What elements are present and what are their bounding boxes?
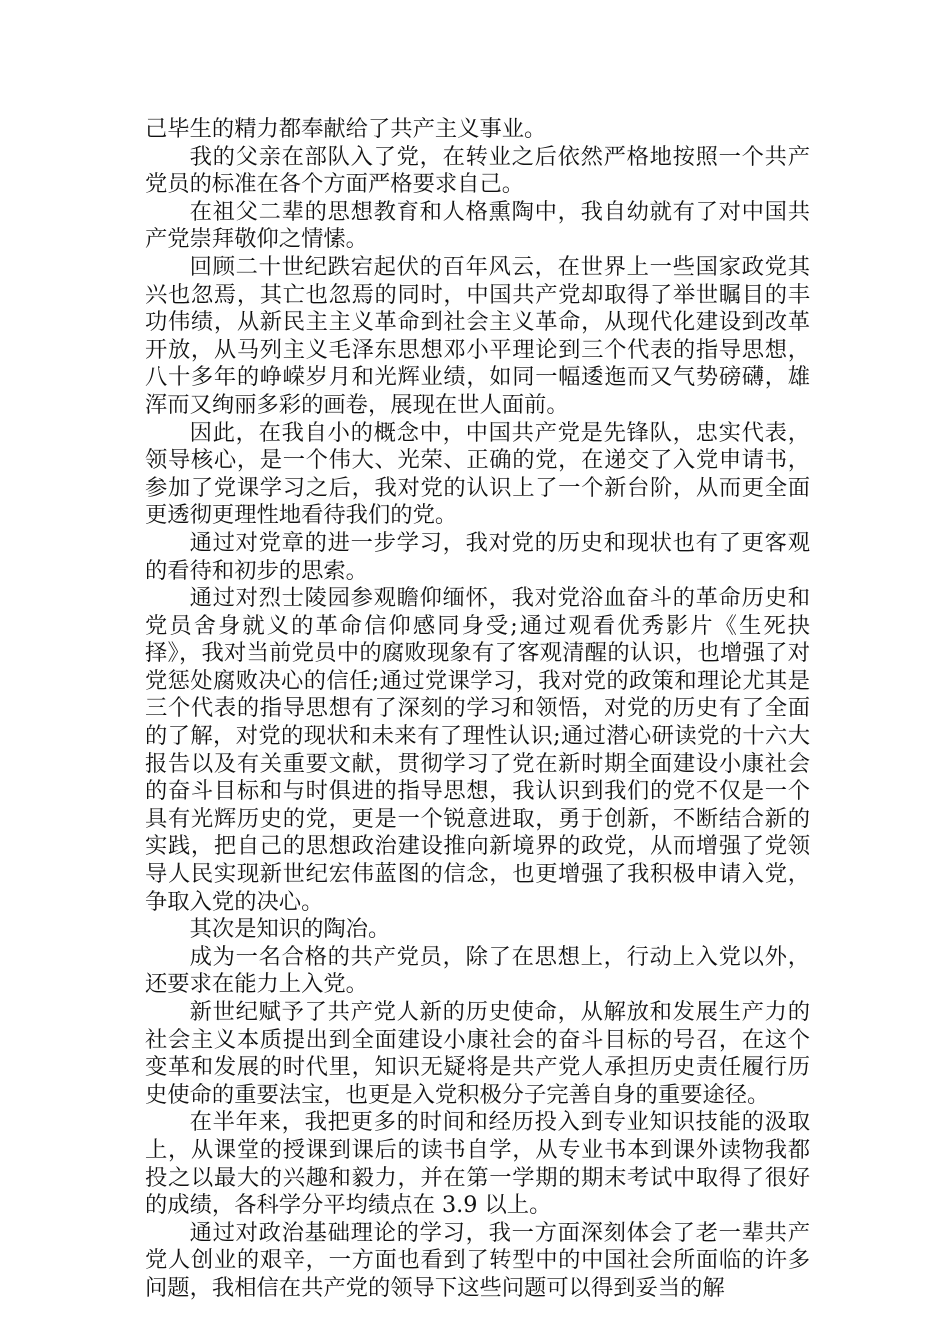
paragraph-5: 因此，在我自小的概念中，中国共产党是先锋队，忠实代表，领导核心，是一个伟大、光荣、正确的党，在递交了入党申请书，参加了党课学习之后，我对党的认识上了一个新台阶，从而更全面更透彻更理性地看待我们的党。 xyxy=(145,419,810,529)
paragraph-2: 我的父亲在部队入了党，在转业之后依然严格地按照一个共产党员的标准在各个方面严格要求自己。 xyxy=(145,143,810,198)
paragraph-12: 通过对政治基础理论的学习，我一方面深刻体会了老一辈共产党人创业的艰辛，一方面也看到了转型中的中国社会所面临的许多问题，我相信在共产党的领导下这些问题可以得到妥当的解 xyxy=(145,1219,810,1301)
paragraph-10: 新世纪赋予了共产党人新的历史使命，从解放和发展生产力的社会主义本质提出到全面建设小康社会的奋斗目标的号召，在这个变革和发展的时代里，知识无疑将是共产党人承担历史责任履行历史使命的重要法宝，也更是入党积极分子完善自身的重要途径。 xyxy=(145,999,810,1108)
paragraph-8: 其次是知识的陶冶。 xyxy=(189,916,391,943)
paragraph-4: 回顾二十世纪跌宕起伏的百年风云，在世界上一些国家政党其兴也忽焉，其亡也忽焉的同时，中国共产党却取得了举世瞩目的丰功伟绩，从新民主主义革命到社会主义革命，从现代化建设到改革开放，从马列主义毛泽东思想邓小平理论到三个代表的指导思想，八十多年的峥嵘岁月和光辉业绩，如同一幅逶迤而又气势磅礴，雄浑而又绚丽多彩的画卷，展现在世人面前。 xyxy=(145,253,810,418)
paragraph-7: 通过对烈士陵园参观瞻仰缅怀，我对党浴血奋斗的革命历史和党员舍身就义的革命信仰感同身受;通过观看优秀影片《生死抉择》，我对当前党员中的腐败现象有了客观清醒的认识，也增强了对党惩处腐败决心的信任;通过党课学习，我对党的政策和理论尤其是三个代表的指导思想有了深刻的学习和领悟，对党的历史有了全面的了解，对党的现状和未来有了理性认识;通过潜心研读党的十六大报告以及有关重要文献，贯彻学习了党在新时期全面建设小康社会的奋斗目标和与时俱进的指导思想，我认识到我们的党不仅是一个具有光辉历史的党，更是一个锐意进取，勇于创新，不断结合新的实践，把自己的思想政治建设推向新境界的政党，从而增强了党领导人民实现新世纪宏伟蓝图的信念，也更增强了我积极申请入党，争取入党的决心。 xyxy=(145,585,810,915)
paragraph-9: 成为一名合格的共产党员，除了在思想上，行动上入党以外，还要求在能力上入党。 xyxy=(145,943,810,998)
paragraph-6: 通过对党章的进一步学习，我对党的历史和现状也有了更客观的看待和初步的思索。 xyxy=(145,529,810,584)
paragraph-3: 在祖父二辈的思想教育和人格熏陶中，我自幼就有了对中国共产党崇拜敬仰之情愫。 xyxy=(145,198,810,253)
paragraph-1: 己毕生的精力都奉献给了共产主义事业。 xyxy=(145,116,547,142)
paragraph-11: 在半年来，我把更多的时间和经历投入到专业知识技能的汲取上，从课堂的授课到课后的读书自学，从专业书本到课外读物我都投之以最大的兴趣和毅力，并在第一学期的期末考试中取得了很好的成绩，各科学分平均绩点在 3.9 以上。 xyxy=(145,1109,810,1219)
document-body xyxy=(145,116,810,1303)
